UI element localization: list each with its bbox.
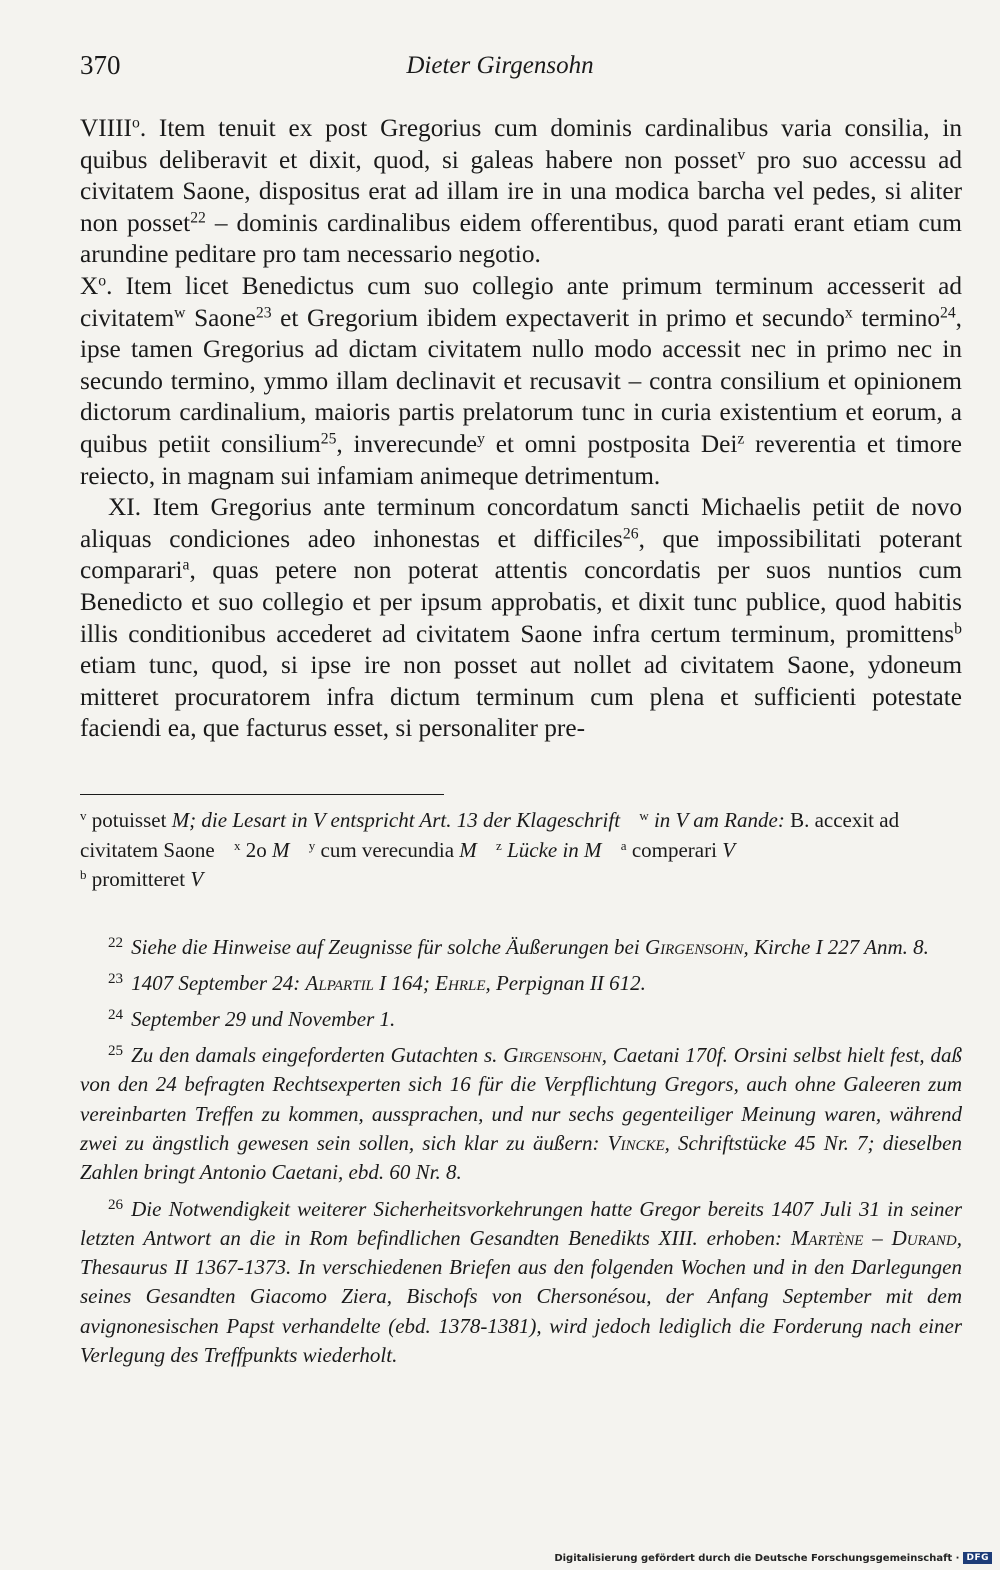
paragraph-viiii: VIIII$^o$. Item tenuit ex post Gregorius cum dominis cardinalibus varia consilia, in quibus deliberavit et dixit, quod, si galeas habere non posset$^v$ pro suo accessu ad civitatem Saone, dispositus erat ad illam ire in una modica barcha vel pedes, si aliter non posset$^{22}$ – dominis cardinalibus eidem offerentibus, quod parati erant etiam cum arundine peditare pro tam necessario negotio. [80, 114, 962, 269]
apparatus-mark: b [954, 619, 962, 637]
apparatus-mark: v [737, 145, 746, 163]
footnote-divider [80, 794, 444, 795]
page-number: 370 [80, 50, 121, 80]
digitization-credit: Digitalisierung gefördert durch die Deutsche Forschungsgemeinschaft · DFG [554, 1552, 992, 1564]
dfg-logo: DFG [963, 1552, 992, 1564]
paragraph-x: $X^o$. Item licet Benedictus cum suo collegio ante primum terminum accesserit ad civitatem$^w$ Saone$^{23}$ et Gregorium ibidem expectaverit in primo et secundo$^x$ termino$^{24}$, ipse tamen Gregorius ad dictam civitatem nullo modo accessit nec in primo nec in secundo termino, ymmo illam declinavit et recusavit – contra consilium et opinionem dictorum cardinalium, maioris partis prelatorum tunc in curia existentium et eorum, a quibus petiit consilium$^{25}$, inverecunde$^y$ et omni postposita Dei$^z$ reverentia et timore reiecto, in magnam sui infamiam animeque detrimentum. [80, 271, 962, 490]
footnote-25: $^{25}$ Zu den damals eingeforderten Gutachten s. Girgensohn, Caetani 170f. Orsini selbst hielt fest, daß von den 24 befragten Rechtsexperten sich 16 für die Verpflichtung Gregors, auch ohne Galeeren zum vereinbarten Treffen zu kommen, aussprachen, und nur sechs gegenteiliger Meinung waren, während zwei zu ängstlich gewesen sein sollen, sich klar zu äußern: Vincke, Schriftstücke 45 Nr. 7; dieselben Zahlen bringt Antonio Caetani, ebd. 60 Nr. 8. [80, 1043, 962, 1185]
footnotes [80, 929, 962, 1373]
footnote-ref: 22 [190, 209, 206, 227]
apparatus-entry-b: $^b$ promitteret V [80, 866, 204, 891]
footnote-22: $^{22}$ Siehe die Hinweise auf Zeugnisse für solche Äußerungen bei Girgensohn, Kirche I 227 Anm. 8. [108, 934, 929, 959]
apparatus-entry-x: $^x$ 2o M [233, 837, 290, 862]
critical-apparatus [80, 806, 962, 895]
apparatus-entry-a: $^a$ comperari V [620, 837, 736, 862]
apparatus-entry-w: $^w$ in V am Rande: B. accexit ad civitatem Saone [80, 807, 900, 862]
footnote-ref: 26 [622, 525, 639, 543]
apparatus-entry-z: $^z$ Lücke in M [496, 837, 602, 862]
footnote-26: $^{26}$ Die Notwendigkeit weiterer Sicherheitsvorkehrungen hatte Gregor bereits 1407 Juli 31 in seiner letzten Antwort an die in Rom befindlichen Gesandten Benedikts XIII. erhoben: Martène – Durand, Thesaurus II 1367-1373. In verschiedenen Briefen aus den folgenden Wochen und in den Darlegungen seines Gesandten Giacomo Ziera, Bischofs von Chersonésou, der Anfang September mit dem avignonesischen Papst verhandelte (ebd. 1378-1381), wird jedoch lediglich die Forderung nach einer Verlegung des Treffpunkts wiederholt. [80, 1196, 963, 1367]
apparatus-mark: y [477, 430, 485, 448]
apparatus-mark: x [844, 303, 853, 321]
apparatus-mark: w [174, 303, 186, 321]
apparatus-mark: z [737, 430, 745, 448]
footnote-ref: 23 [255, 303, 272, 321]
footnote-ref: 25 [320, 430, 337, 448]
paragraph-xi: XI. Item Gregorius ante terminum concordatum sancti Michaelis petiit de novo aliquas condiciones adeo inhonestas et difficiles$^{26}$, que impossibilitati poterant comparari$^a$, quas petere non poterat attentis concordatis per suos nuntios cum Benedicto et suo collegio et per ipsum approbatis, et dixit tunc publice, quod habitis illis conditionibus accederet ad civitatem Saone infra certum terminum, promittens$^b$ etiam tunc, quod, si ipse ire non posset aut nollet ad civitatem Saone, ydoneum mitteret procuratorem infra dictum terminum cum plena et sufficienti potestate faciendi ea, que facturus esset, si personaliter pre- [80, 493, 962, 743]
apparatus-mark: a [182, 556, 190, 574]
apparatus-entry-v: $^v$ potuisset M; die Lesart in V entspricht Art. 13 der Klageschrift [80, 807, 621, 832]
running-head-author: Dieter Girgensohn [406, 52, 594, 79]
main-text [80, 113, 962, 745]
footnote-24: $^{24}$ September 29 und November 1. [108, 1006, 396, 1031]
footnote-23: $^{23}$ 1407 September 24: Alpartil I 164; Ehrle, Perpignan II 612. [108, 970, 646, 995]
footnote-ref: 24 [940, 303, 956, 321]
apparatus-entry-y: $^y$ cum verecundia M [308, 837, 477, 862]
